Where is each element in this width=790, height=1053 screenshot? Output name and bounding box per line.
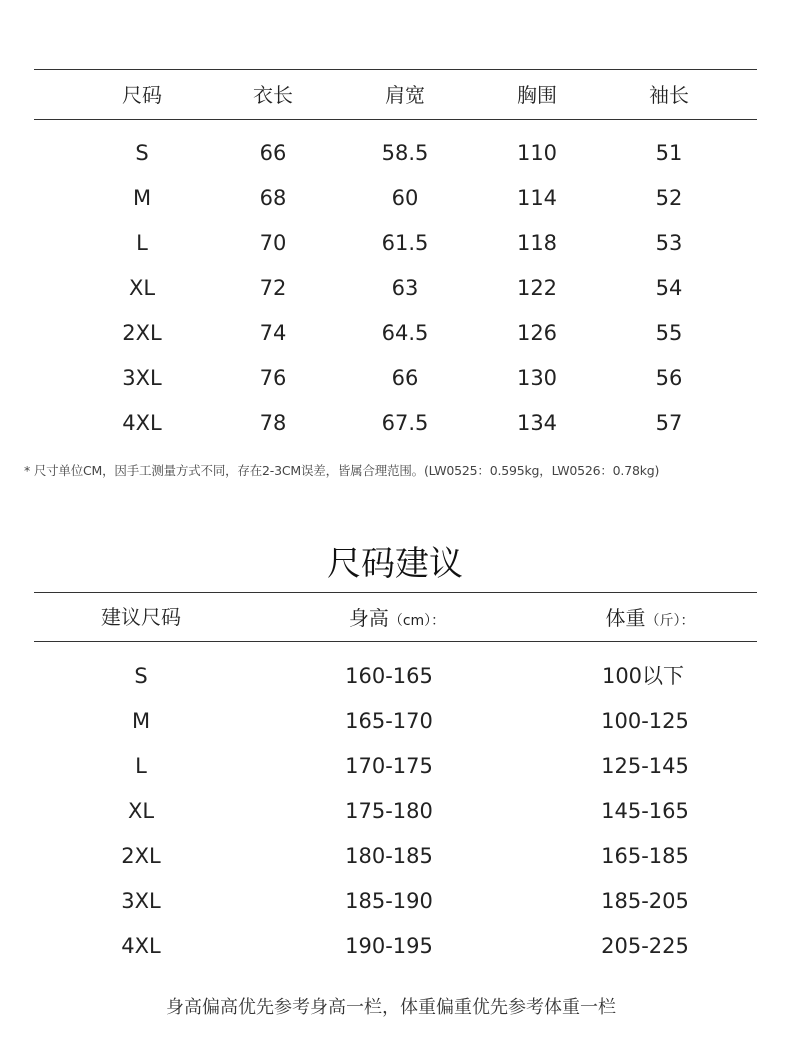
recommend-header-weight-label: 体重 [605,606,646,630]
recommend-cell-size: 2XL [121,844,161,868]
measure-cell-chest: 126 [516,321,558,345]
measure-cell-chest: 118 [516,231,558,255]
recommend-cell-weight: 125-145 [601,754,689,778]
measure-header-size: 尺码 [122,83,162,107]
recommend-cell-height: 190-195 [345,934,433,958]
size-recommendation-title: 尺码建议 [327,544,463,584]
recommend-table-top-rule [34,592,757,593]
measure-cell-shoulder: 63 [391,276,419,300]
measure-cell-shoulder: 66 [391,366,419,390]
measure-table-top-rule [34,69,757,70]
recommend-cell-size: XL [127,799,155,823]
recommend-cell-height: 175-180 [345,799,433,823]
measurement-note: * 尺寸单位CM，因手工测量方式不同，存在2-3CM误差，皆属合理范围。(LW0525：0.595kg，LW0526：0.78kg) [24,463,660,478]
measure-cell-shoulder: 67.5 [381,411,429,435]
measure-cell-sleeve: 56 [655,366,683,390]
recommend-cell-size: S [134,664,148,688]
recommend-cell-weight: 100-125 [601,709,689,733]
measure-cell-size: XL [128,276,156,300]
recommend-cell-height: 180-185 [345,844,433,868]
measure-cell-length: 72 [259,276,287,300]
measure-cell-size: L [136,231,148,255]
recommend-cell-size: 4XL [121,934,161,958]
recommend-cell-height: 160-165 [345,664,433,688]
recommend-header-weight-unit: （斤）： [645,613,695,629]
recommend-cell-weight: 145-165 [601,799,689,823]
recommend-cell-size: M [131,709,151,733]
recommend-header-weight [606,608,695,628]
recommend-header-height-unit: （cm）： [388,613,446,629]
measure-table-header-rule [34,119,757,120]
recommend-header-height [349,608,445,628]
measure-cell-sleeve: 53 [655,231,683,255]
measure-cell-length: 78 [259,411,287,435]
recommend-header-height-label: 身高 [348,606,389,630]
size-advice-footer: 身高偏高优先参考身高一栏，体重偏重优先参考体重一栏 [166,997,616,1018]
recommend-cell-height: 165-170 [345,709,433,733]
recommend-cell-size: L [135,754,147,778]
measure-cell-length: 66 [259,141,287,165]
recommend-header-size: 建议尺码 [101,605,181,629]
measure-cell-length: 70 [259,231,287,255]
measure-cell-chest: 134 [516,411,558,435]
recommend-cell-height: 185-190 [345,889,433,913]
measure-cell-length: 76 [259,366,287,390]
measure-header-sleeve: 袖长 [649,83,689,107]
measure-cell-size: S [135,141,149,165]
measure-cell-chest: 114 [516,186,558,210]
measure-cell-chest: 122 [516,276,558,300]
measure-cell-size: 2XL [122,321,162,345]
measure-cell-chest: 130 [516,366,558,390]
measure-header-chest: 胸围 [517,83,557,107]
measure-cell-sleeve: 51 [655,141,683,165]
measure-cell-sleeve: 52 [655,186,683,210]
measure-cell-size: M [132,186,152,210]
measure-cell-length: 74 [259,321,287,345]
measure-cell-shoulder: 64.5 [381,321,429,345]
recommend-cell-weight: 185-205 [601,889,689,913]
measure-cell-size: 4XL [122,411,162,435]
measure-cell-shoulder: 60 [391,186,419,210]
measure-header-length: 衣长 [253,83,293,107]
measure-cell-size: 3XL [122,366,162,390]
measure-cell-sleeve: 57 [655,411,683,435]
measure-header-shoulder: 肩宽 [385,83,425,107]
recommend-cell-weight: 205-225 [601,934,689,958]
recommend-cell-height: 170-175 [345,754,433,778]
measure-cell-length: 68 [259,186,287,210]
measure-cell-chest: 110 [516,141,558,165]
measure-cell-sleeve: 55 [655,321,683,345]
measure-cell-sleeve: 54 [655,276,683,300]
recommend-cell-weight: 100以下 [601,664,685,688]
recommend-cell-size: 3XL [121,889,161,913]
measure-cell-shoulder: 61.5 [381,231,429,255]
recommend-table-header-rule [34,641,757,642]
measure-cell-shoulder: 58.5 [381,141,429,165]
recommend-cell-weight: 165-185 [601,844,689,868]
